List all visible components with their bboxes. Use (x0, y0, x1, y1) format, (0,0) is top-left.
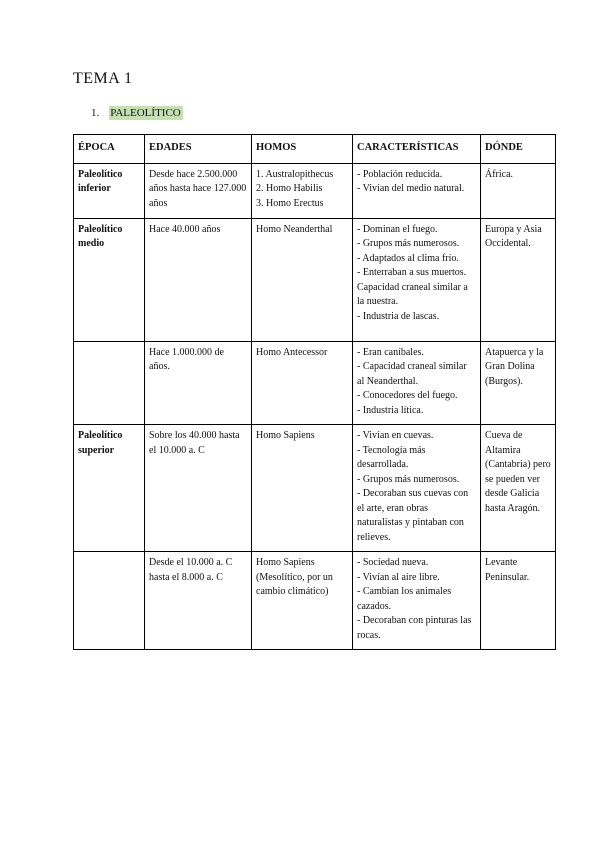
cell-caracteristicas: - Población reducida. - Vivían del medio natural. (353, 163, 481, 218)
cell-caracteristicas: - Vivían en cuevas. - Tecnología más desarrollada. - Grupos más numerosos. - Decoraban sus cuevas con el arte, eran obras naturalistas y pintaban con relieves. (353, 425, 481, 552)
header-homos: HOMOS (252, 135, 353, 164)
cell-homos: Homo Sapiens (252, 425, 353, 552)
cell-edades: Desde el 10.000 a. C hasta el 8.000 a. C (145, 552, 252, 650)
paleolithic-table (73, 134, 556, 650)
cell-caracteristicas: - Sociedad nueva. - Vivían al aire libre. - Cambian los animales cazados. - Decoraban con pinturas las rocas. (353, 552, 481, 650)
cell-donde: Levante Peninsular. (481, 552, 556, 650)
cell-edades: Desde hace 2.500.000 años hasta hace 127.000 años (145, 163, 252, 218)
cell-homos: Homo Sapiens (Mesolítico, por un cambio climático) (252, 552, 353, 650)
table-header-row (74, 135, 556, 164)
cell-epoca (74, 341, 145, 425)
cell-edades: Hace 40.000 años (145, 218, 252, 341)
cell-homos: 1. Australopithecus 2. Homo Habilis 3. Homo Erectus (252, 163, 353, 218)
header-epoca: ÉPOCA (74, 135, 145, 164)
table-row (74, 163, 556, 218)
cell-donde: Cueva de Altamira (Cantabria) pero se pueden ver desde Galicia hasta Aragón. (481, 425, 556, 552)
table-row (74, 218, 556, 341)
cell-edades: Sobre los 40.000 hasta el 10.000 a. C (145, 425, 252, 552)
cell-caracteristicas: - Eran caníbales. - Capacidad craneal similar al Neanderthal. - Conocedores del fuego. - Industria lítica. (353, 341, 481, 425)
document-title: TEMA 1 (73, 70, 133, 87)
cell-donde: África. (481, 163, 556, 218)
header-donde: DÓNDE (481, 135, 556, 164)
section-heading (91, 106, 183, 120)
cell-homos: Homo Neanderthal (252, 218, 353, 341)
section-number: 1. (91, 107, 100, 119)
section-label: PALEOLÍTICO (110, 107, 181, 119)
cell-epoca: Paleolítico inferior (74, 163, 145, 218)
table-row (74, 425, 556, 552)
header-caracteristicas: CARACTERÍSTICAS (353, 135, 481, 164)
cell-epoca: Paleolítico superior (74, 425, 145, 552)
cell-caracteristicas: - Dominan el fuego. - Grupos más numerosos. - Adaptados al clima frío. - Enterraban a sus muertos. Capacidad craneal similar a la nuestra. - Industria de lascas. (353, 218, 481, 341)
cell-donde: Atapuerca y la Gran Dolina (Burgos). (481, 341, 556, 425)
table-row (74, 552, 556, 650)
cell-edades: Hace 1.000.000 de años. (145, 341, 252, 425)
cell-homos: Homo Antecessor (252, 341, 353, 425)
table-row (74, 341, 556, 425)
cell-donde: Europa y Asia Occidental. (481, 218, 556, 341)
header-edades: EDADES (145, 135, 252, 164)
cell-epoca (74, 552, 145, 650)
cell-epoca: Paleolítico medio (74, 218, 145, 341)
